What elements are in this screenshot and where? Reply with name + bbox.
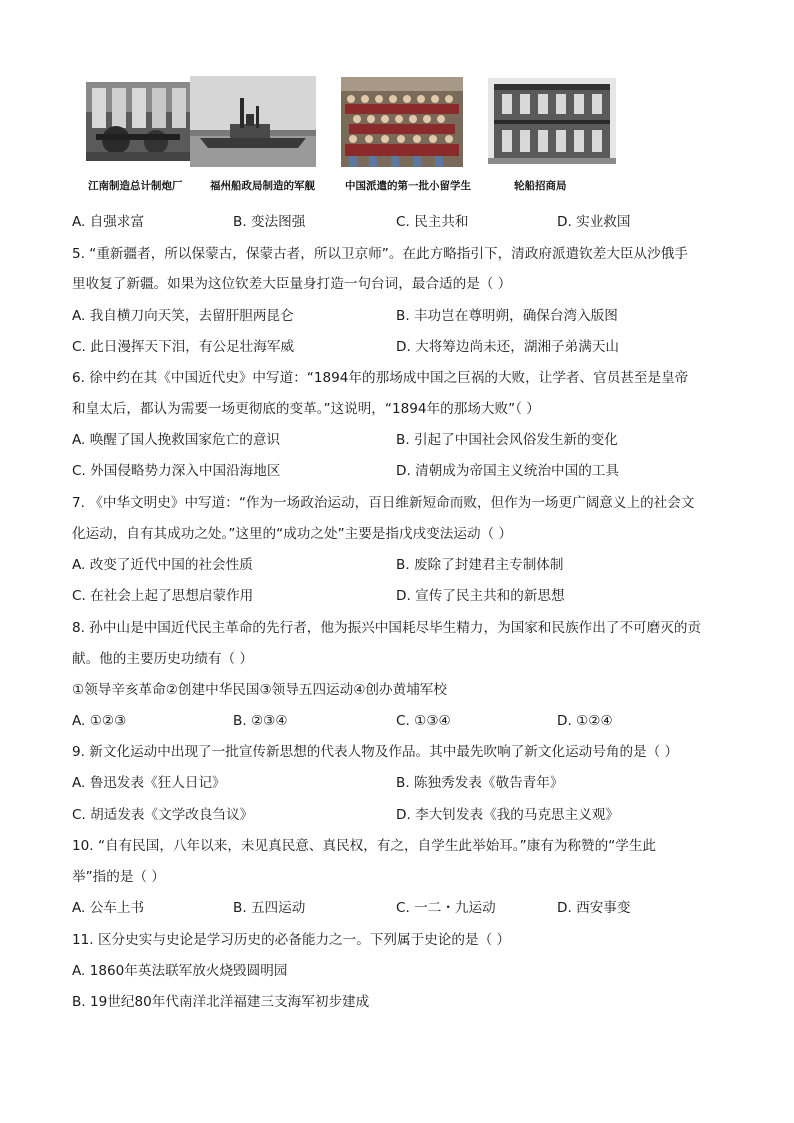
q8-option-b: B. ②③④ [233,713,288,729]
photo-caption: 轮船招商局 [514,180,567,192]
q10-option-a: A. 公车上书 [72,900,145,916]
students-photo [341,77,463,167]
q6-option-d: D. 清朝成为帝国主义统治中国的工具 [396,463,620,479]
q5-option-b: B. 丰功岂在尊明朔，确保台湾入版图 [396,308,618,324]
q8-option-a: A. ①②③ [72,713,127,729]
q9-option-c: C. 胡适发表《文学改良刍议》 [72,807,254,823]
q7-stem: 化运动，自有其成功之处。”这里的“成功之处”主要是指戊戌变法运动（ ） [72,526,513,542]
q6-option-c: C. 外国侵略势力深入中国沿海地区 [72,463,281,479]
q8-stem: 献。他的主要历史功绩有（ ） [72,651,254,667]
building-photo [488,78,616,164]
q9-option-b: B. 陈独秀发表《敬告青年》 [396,775,564,791]
q10-stem: 举”指的是（ ） [72,869,165,885]
q6-option-a: A. 唤醒了国人挽救国家危亡的意识 [72,432,281,448]
building-photo-art [488,78,616,164]
warship-photo [190,76,316,167]
warship-photo-art [190,76,316,167]
factory-photo-art [86,82,190,161]
q4-option-b: B. 变法图强 [233,214,306,230]
q10-option-d: D. 西安事变 [557,900,631,916]
photo-caption: 中国派遣的第一批小留学生 [345,180,471,192]
q11-option-a: A. 1860年英法联军放火烧毁圆明园 [72,963,288,979]
q8-stem: ①领导辛亥革命②创建中华民国③领导五四运动④创办黄埔军校 [72,682,447,698]
q10-option-c: C. 一二・九运动 [396,900,496,916]
q7-option-b: B. 废除了封建君主专制体制 [396,557,564,573]
q8-option-c: C. ①③④ [396,713,451,729]
q11-stem: 11. 区分史实与史论是学习历史的必备能力之一。下列属于史论的是（ ） [72,932,511,948]
q5-stem: 里收复了新疆。如果为这位钦差大臣量身打造一句台词，最合适的是（ ） [72,276,512,292]
q5-option-a: A. 我自横刀向天笑，去留肝胆两昆仑 [72,308,294,324]
q6-stem: 和皇太后，都认为需要一场更彻底的变革。”这说明，“1894年的那场大败”（ ） [72,401,540,417]
q8-stem: 8. 孙中山是中国近代民主革命的先行者，他为振兴中国耗尽毕生精力，为国家和民族作出了不可磨灭的贡 [72,620,702,636]
q7-stem: 7. 《中华文明史》中写道：“作为一场政治运动，百日维新短命而败，但作为一场更广阔意义上的社会文 [72,495,695,511]
q4-option-d: D. 实业救国 [557,214,631,230]
q5-option-d: D. 大将筹边尚未还，湖湘子弟满天山 [396,339,620,355]
q11-option-b: B. 19世纪80年代南洋北洋福建三支海军初步建成 [72,994,370,1010]
q8-option-d: D. ①②④ [557,713,613,729]
q4-option-a: A. 自强求富 [72,214,145,230]
q9-option-a: A. 鲁迅发表《狂人日记》 [72,775,226,791]
q7-option-c: C. 在社会上起了思想启蒙作用 [72,588,254,604]
q10-option-b: B. 五四运动 [233,900,306,916]
q10-stem: 10. “自有民国，八年以来，未见真民意、真民权，有之，自学生此举始耳。”康有为称赞的“学生此 [72,838,657,854]
q6-option-b: B. 引起了中国社会风俗发生新的变化 [396,432,618,448]
q5-option-c: C. 此日漫挥天下泪，有公足壮海军威 [72,339,295,355]
q4-option-c: C. 民主共和 [396,214,469,230]
q5-stem: 5. “重新疆者，所以保蒙古，保蒙古者，所以卫京师”。在此方略指引下，清政府派遣钦差大臣从沙俄手 [72,246,688,262]
factory-photo [86,82,190,161]
photo-caption: 江南制造总计制炮厂 [88,180,183,192]
photo-caption: 福州船政局制造的军舰 [210,180,315,192]
q6-stem: 6. 徐中约在其《中国近代史》中写道：“1894年的那场成中国之巨祸的大败，让学者、官员甚至是皇帝 [72,370,689,386]
q7-option-d: D. 宣传了民主共和的新思想 [396,588,565,604]
students-photo-art [341,77,463,167]
q9-option-d: D. 李大钊发表《我的马克思主义观》 [396,807,620,823]
q7-option-a: A. 改变了近代中国的社会性质 [72,557,253,573]
q9-stem: 9. 新文化运动中出现了一批宣传新思想的代表人物及作品。其中最先吹响了新文化运动号角的是（ ） [72,744,679,760]
